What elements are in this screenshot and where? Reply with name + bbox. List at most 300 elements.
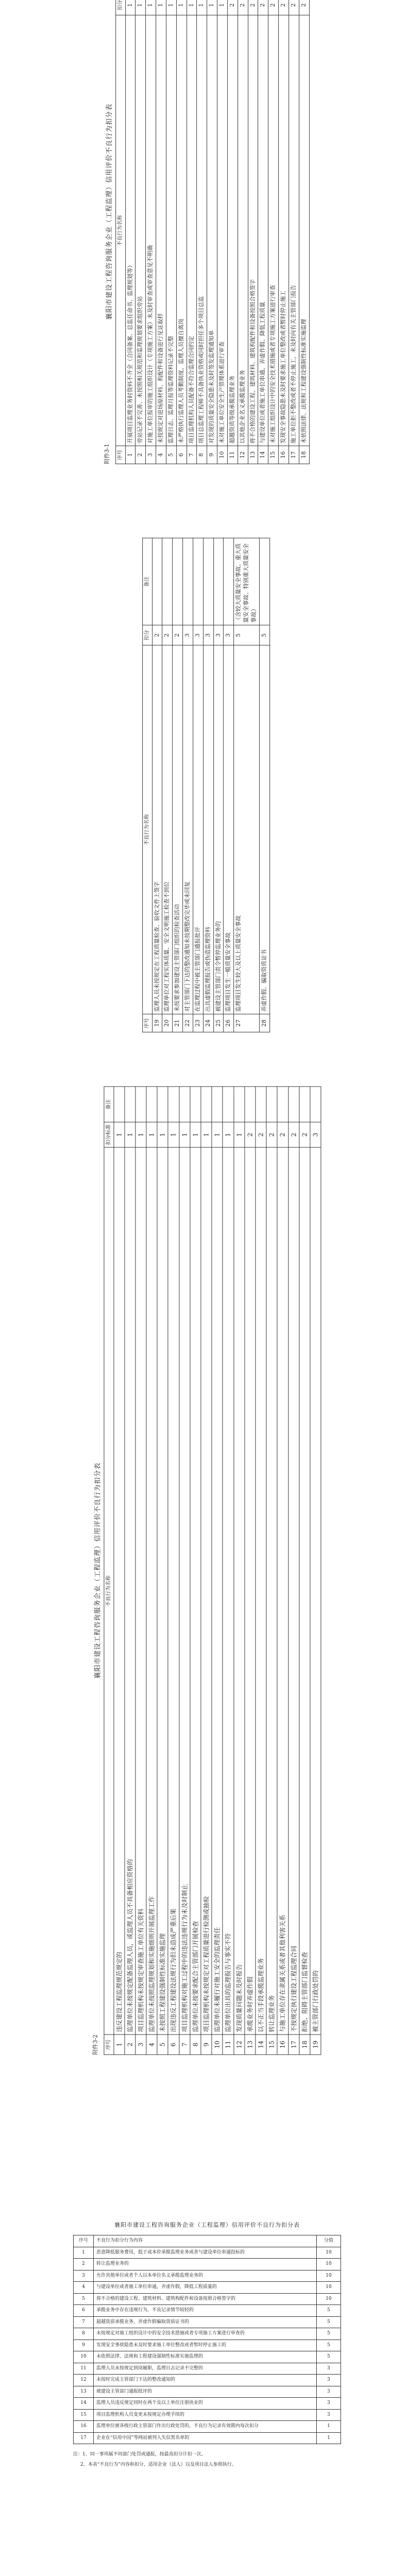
table-row <box>279 0 289 464</box>
table-cell <box>245 1087 255 1122</box>
table-cell <box>201 1087 212 1122</box>
header-cell: 备注 <box>104 1087 114 1122</box>
table-cell: 1 <box>125 446 135 464</box>
table-row <box>228 0 238 464</box>
table-row <box>157 1087 168 2055</box>
table-row <box>74 2351 341 2363</box>
table-cell: 未依照法律、法规和工程建设强制性标准实施监理的 <box>94 2351 317 2363</box>
table-cell <box>223 1087 233 1122</box>
header-cell: 不良行为名称 <box>116 15 126 446</box>
table-cell <box>190 1087 201 1122</box>
page-4 <box>73 2221 341 2471</box>
table-cell: 10 <box>317 2282 341 2294</box>
table-cell: 承揽业务中存在违规行为，不良记录情节较轻的 <box>94 2305 317 2317</box>
table-cell: 对施工单位报审的施工组织设计（专项施工方案）未及时审查或审查意见不明确 <box>146 15 156 446</box>
table-cell: 8 <box>197 446 207 464</box>
table-row <box>217 0 228 464</box>
table-cell <box>299 1087 310 1122</box>
table-cell: 1 <box>190 1122 201 1147</box>
table-cell: 监理人员未按规定在工程质量检查、验收文件上签字 <box>152 645 162 1014</box>
table-cell: 出具虚假监理报告或伪造监理资料 <box>203 645 213 1014</box>
table-row <box>277 1087 288 2055</box>
table-cell <box>234 1087 245 1122</box>
table-cell <box>277 1087 288 1122</box>
table-cell: 5 <box>317 2305 341 2317</box>
table-cell: 10 <box>212 2035 223 2055</box>
table-cell: 2 <box>135 446 146 464</box>
table-cell <box>168 1087 179 1122</box>
table-row <box>74 2421 341 2433</box>
table-cell: 7 <box>74 2316 94 2328</box>
table-cell: 转让监理业务 <box>266 1147 277 2035</box>
table-cell: 1 <box>125 1122 135 1147</box>
table-cell: 10 <box>317 2247 341 2259</box>
table-cell: 5 <box>157 2035 168 2055</box>
page-2 <box>31 543 381 1082</box>
table-cell: 在监理过程中被主管部门通报批评 <box>193 645 203 1014</box>
table-cell: 未对施工单位安全生产管理体系进行审查 <box>217 15 228 446</box>
table-row <box>173 538 183 1032</box>
table-cell: 14 <box>74 2398 94 2410</box>
table-row <box>74 2363 341 2375</box>
table-row <box>152 538 162 1032</box>
table-cell <box>162 538 173 625</box>
table-cell: 2 <box>255 1122 266 1147</box>
table-row <box>212 1087 223 2055</box>
table-row <box>74 2305 341 2317</box>
table-cell: 未按规定对进场原材料、构配件和设备进行见证取样 <box>156 15 166 446</box>
table-row <box>74 2340 341 2351</box>
table-row <box>223 1087 233 2055</box>
table-cell: 1 <box>156 0 166 15</box>
table-cell: 7 <box>186 446 197 464</box>
table-row <box>74 2247 341 2259</box>
table-cell: 26 <box>224 1014 234 1032</box>
header-cell: 序号 <box>143 1014 152 1032</box>
table-cell: 10 <box>317 2293 341 2305</box>
table-row <box>74 2282 341 2294</box>
table-cell: 3 <box>146 446 156 464</box>
table-cell: 17 <box>288 2035 299 2055</box>
table-row <box>176 0 186 464</box>
table-cell: 1 <box>317 2432 341 2444</box>
table-cell: 恶意降低服务费用，低于成本价承揽监理业务或者与建设单位串通投标的 <box>94 2247 317 2259</box>
table-cell: 7 <box>179 2035 190 2055</box>
table-cell: 1 <box>135 1122 146 1147</box>
table-row <box>197 0 207 464</box>
table-cell <box>288 1087 299 1122</box>
table-cell: 1 <box>197 0 207 15</box>
table-cell: 超越资质承揽业务，弄虚作假骗取资质证书的 <box>94 2316 317 2328</box>
table-cell: 1 <box>146 1122 157 1147</box>
table-cell: 10 <box>217 446 228 464</box>
table-row <box>234 1087 245 2055</box>
table-cell: 1 <box>166 0 177 15</box>
table-cell: 15 <box>266 2035 277 2055</box>
table-cell: 24 <box>203 1014 213 1032</box>
table-row <box>74 2409 341 2421</box>
table-cell: 4 <box>74 2282 94 2294</box>
table-row <box>299 0 310 464</box>
table-cell: 监理单位未按要求配合主管部门开展检查 <box>190 1147 201 2035</box>
page-title: 襄阳市建设工程咨询服务企业（工程监理）信用评价不良行为扣分表 <box>94 1462 102 1679</box>
table-row <box>74 2270 341 2282</box>
table-cell: 项目监理机构未按规定审查施工单位有关资料 <box>135 1147 146 2035</box>
table-cell <box>179 1087 190 1122</box>
table-row <box>248 0 258 464</box>
table-row <box>288 1087 299 2055</box>
header-cell: 不良行为名称 <box>104 1147 114 2035</box>
table-row <box>289 0 299 464</box>
table-cell: 15 <box>74 2409 94 2421</box>
table-cell: 17 <box>289 446 299 464</box>
table-cell: 1 <box>146 0 156 15</box>
table-cell: 1 <box>113 1122 124 1147</box>
table-cell: 监理人员未按规定到岗履职，监理日志记录不完整的 <box>94 2363 317 2375</box>
table-row <box>203 538 213 1032</box>
table-cell: 2 <box>152 625 162 645</box>
table-cell: 1 <box>186 0 197 15</box>
table-cell: 被建设主管部门责令暂停监理业务的 <box>213 645 224 1014</box>
table-cell: 5 <box>259 625 269 645</box>
page-title: 襄阳市建设工程咨询服务企业（工程监理）信用评价不良行为扣分表 <box>114 2222 300 2228</box>
table-cell: 监理项目发生一般质量安全事故 <box>224 645 234 1014</box>
table-cell: 10 <box>317 2270 341 2282</box>
table-row <box>166 0 177 464</box>
table-cell: 3 <box>183 625 193 645</box>
table-cell: 对发现的质量安全隐患未及时签发监理通知单 <box>207 15 217 446</box>
table-cell: 3 <box>317 2363 341 2375</box>
table-cell: 1 <box>157 1122 168 1147</box>
table-row <box>168 1087 179 2055</box>
table-cell <box>125 1087 135 1122</box>
table-header <box>143 538 152 1032</box>
table-header <box>74 2235 341 2247</box>
header-cell: 扣分标准 <box>104 1122 114 1147</box>
table-cell: 1 <box>317 2421 341 2433</box>
table-cell: 14 <box>255 2035 266 2055</box>
table-cell: 9 <box>74 2340 94 2351</box>
table-cell: 2 <box>288 1122 299 1147</box>
table-row <box>162 538 173 1032</box>
table-row <box>266 1087 277 2055</box>
table-cell: 2 <box>279 0 289 15</box>
table-cell <box>152 538 162 625</box>
table-cell: 未依照法律、法规和工程建设强制性标准实施监理 <box>299 15 310 446</box>
table-cell: 以不正当手段承揽监理业务 <box>255 1147 266 2035</box>
penalty-table-1 <box>115 0 310 464</box>
table-cell: 1 <box>207 0 217 15</box>
header-cell: 分值 <box>317 2235 341 2247</box>
table-cell: 项目监理机构人员变更未按规定办理手续的 <box>94 2409 317 2421</box>
page-1 <box>31 0 381 541</box>
table-cell: 17 <box>74 2432 94 2444</box>
table-cell <box>203 538 213 625</box>
table-cell <box>310 1087 321 1122</box>
table-cell <box>113 1087 124 1122</box>
table-cell: 11 <box>223 2035 233 2055</box>
table-cell: 3 <box>135 2035 146 2055</box>
table-cell: 转让监理业务的 <box>94 2259 317 2270</box>
table-cell: 1 <box>201 1122 212 1147</box>
table-cell: 3 <box>224 625 234 645</box>
table-row <box>146 1087 157 2055</box>
table-cell: 拒绝、阻碍主管部门监督检查 <box>299 1147 310 2035</box>
header-cell: 备注 <box>143 538 152 625</box>
table-cell: 以其他企业名义承揽监理业务 <box>237 15 248 446</box>
table-row <box>74 2432 341 2444</box>
table-cell: 监理单位未履行对施工安全的监理责任 <box>212 1147 223 2035</box>
page-1-rotated-content <box>103 0 310 464</box>
table-cell <box>266 1087 277 1122</box>
table-cell: 2 <box>173 625 183 645</box>
table-cell <box>183 538 193 625</box>
table-cell: 2 <box>258 0 268 15</box>
penalty-table-2 <box>142 538 270 1032</box>
note-line: 2、本表“不良行为”内容和扣分，适用企业（法人）以及项目法人参照执行。 <box>80 2462 236 2468</box>
table-cell: 10 <box>317 2259 341 2270</box>
table-cell: 1 <box>74 2247 94 2259</box>
attachment-label: 附件3-1 <box>104 444 111 464</box>
header-cell: 序号 <box>116 446 126 464</box>
table-cell: 未按规定对施工组织设计中的安全技术措施或者专项施工方案进行审查的 <box>94 2328 317 2340</box>
table-cell: 与建设单位或者施工单位串通，弄虚作假、降低工程质量 <box>258 15 268 446</box>
table-row <box>74 2398 341 2410</box>
table-cell: 6 <box>74 2305 94 2317</box>
table-cell: 4 <box>146 2035 157 2055</box>
table-row <box>179 1087 190 2055</box>
table-cell: 9 <box>201 2035 212 2055</box>
table-cell: 8 <box>190 2035 201 2055</box>
table-cell: 5 <box>234 625 260 645</box>
table-cell: 超越资质等级承揽监理业务 <box>228 15 238 446</box>
table-row <box>190 1087 201 2055</box>
table-cell: 2 <box>228 0 238 15</box>
table-cell: 16 <box>74 2421 94 2433</box>
table-cell: 5 <box>317 2328 341 2340</box>
table-row <box>213 538 224 1032</box>
table-row <box>146 0 156 464</box>
table-row <box>259 538 269 1032</box>
table-cell: 18 <box>299 2035 310 2055</box>
table-cell: 被建设主管部门通报批评的 <box>94 2386 317 2398</box>
table-cell: 被主管部门行政处罚的 <box>310 1147 321 2035</box>
table-cell: 2 <box>162 625 173 645</box>
table-cell: 旁站记录不完善、未按照相关规范和监理规划要求组织旁站 <box>135 15 146 446</box>
table-cell: 13 <box>248 446 258 464</box>
table-cell: 未严格执行监理人员考勤制度，监理人员擅自离岗 <box>176 15 186 446</box>
table-cell: 监理单位未按规定配备监理人员，或监理人员不具备相应资格的 <box>125 1147 135 2035</box>
table-row <box>255 1087 266 2055</box>
table-cell: 出现违反工程建设法规行为但未造成严重后果 <box>168 1147 179 2035</box>
table-cell: 2 <box>248 0 258 15</box>
table-cell: 发现质量问题未及时报告 <box>234 1147 245 2035</box>
table-cell: 将不合格的建设工程、建筑材料、建筑构配件和设备按照合格签字 <box>248 15 258 446</box>
notes <box>73 2450 341 2469</box>
table-cell: 项目监理机构未按规定对工程质量进行检测或抽检 <box>201 1147 212 2035</box>
page-3 <box>31 1099 381 2112</box>
table-cell <box>157 1087 168 1122</box>
table-cell: 承揽业务时弄虚作假 <box>245 1147 255 2035</box>
table-cell: 发现安全事故隐患未及时要求施工单位整改或者暂时停止施工 <box>279 15 289 446</box>
header-cell: 序号 <box>104 2035 114 2055</box>
table-cell: 允许其他单位或者个人以本单位名义承揽监理业务的 <box>94 2270 317 2282</box>
table-cell: 2 <box>266 1122 277 1147</box>
attachment-label: 附件3-2 <box>92 2034 99 2055</box>
table-cell: 项目监理机构对施工过程中的违法违规行为未及时制止 <box>179 1147 190 2035</box>
table-cell: 3 <box>317 2409 341 2421</box>
table-cell: 监理项目发生较大及以上质量安全事故 <box>234 645 260 1014</box>
table-cell: 2 <box>237 0 248 15</box>
table-cell: 3 <box>317 2375 341 2386</box>
table-cell <box>135 1087 146 1122</box>
header-cell: 扣分 <box>143 625 152 645</box>
table-cell: 5 <box>166 446 177 464</box>
table-cell: 25 <box>213 1014 224 1032</box>
table-cell: 3 <box>310 1122 321 1147</box>
table-cell: 6 <box>176 446 186 464</box>
table-cell: 2 <box>268 0 279 15</box>
table-cell: 21 <box>173 1014 183 1032</box>
table-cell: 1 <box>212 1122 223 1147</box>
table-row <box>268 0 279 464</box>
table-row <box>224 538 234 1032</box>
table-cell: 2 <box>245 1122 255 1147</box>
table-cell: 28 <box>259 1014 269 1032</box>
page-title: 襄阳市建设工程咨询服务企业（工程监理）信用评价不良行为扣分表 <box>106 103 114 320</box>
table-cell <box>193 538 203 625</box>
table-row <box>125 0 135 464</box>
page-3-rotated-content <box>91 1087 321 2055</box>
table-cell: 与施工单位存在隶属关系或者其他利害关系 <box>277 1147 288 2035</box>
table-cell: 1 <box>223 1122 233 1147</box>
table-cell: 3 <box>317 2398 341 2410</box>
penalty-table-3 <box>104 1087 321 2055</box>
table-row <box>258 0 268 464</box>
table-header <box>116 0 126 464</box>
header-cell: 不良行为名称 <box>143 645 152 1014</box>
table-cell: 23 <box>193 1014 203 1032</box>
table-cell: 5 <box>74 2293 94 2305</box>
table-row <box>201 1087 212 2055</box>
table-cell <box>224 538 234 625</box>
table-cell: 监理日志、监理月报等监理资料记录不完整 <box>166 15 177 446</box>
page-2-rotated-content <box>142 538 270 1032</box>
table-cell: 4 <box>156 446 166 464</box>
table-cell: 20 <box>162 1014 173 1032</box>
table-row <box>234 538 260 1032</box>
table-cell: 3 <box>193 625 203 645</box>
table-cell <box>173 538 183 625</box>
table-row <box>125 1087 135 2055</box>
table-cell: 16 <box>277 2035 288 2055</box>
table-cell <box>255 1087 266 1122</box>
table-cell <box>146 1087 157 1122</box>
table-cell: 1 <box>113 2035 124 2055</box>
table-row <box>237 0 248 464</box>
table-cell: 3 <box>317 2386 341 2398</box>
table-row <box>74 2259 341 2270</box>
table-cell: 未按照工程建设强制性标准实施监理 <box>157 1147 168 2035</box>
table-cell: 2 <box>74 2259 94 2270</box>
table-row <box>193 538 203 1032</box>
table-cell: 22 <box>183 1014 193 1032</box>
table-cell: 10 <box>74 2351 94 2363</box>
table-cell: 2 <box>299 1122 310 1147</box>
table-cell: 违反建设工程监理规范规定的 <box>113 1147 124 2035</box>
table-cell: 不按规定执行建设工程监理合同 <box>288 1147 299 2035</box>
table-cell: 15 <box>268 446 279 464</box>
table-cell: 项目总监理工程师不具备执业资格或同时担任多个项目总监 <box>197 15 207 446</box>
table-cell <box>212 1087 223 1122</box>
table-cell: 2 <box>125 2035 135 2055</box>
table-cell: 5 <box>317 2340 341 2351</box>
header-cell: 不良行为扣分行为内容 <box>94 2235 317 2247</box>
table-cell: 3 <box>203 625 213 645</box>
table-row <box>183 538 193 1032</box>
table-cell: 5 <box>317 2316 341 2328</box>
table-cell: 9 <box>207 446 217 464</box>
table-cell: 12 <box>237 446 248 464</box>
table-cell: 对主管部门下达的整改通知未按期整改完毕或未回复 <box>183 645 193 1014</box>
table-cell: 未对施工组织设计中的安全技术措施或者专项施工方案进行审查 <box>268 15 279 446</box>
table-cell: 未按要求参加建设主管部门组织的检查活动 <box>173 645 183 1014</box>
table-row <box>245 1087 255 2055</box>
table-cell: 5 <box>317 2351 341 2363</box>
table-cell: 弄虚作假、骗取资质证书 <box>259 645 269 1014</box>
table-cell: 27 <box>234 1014 260 1032</box>
table-cell: 2 <box>289 0 299 15</box>
table-cell: 未按时完成主管部门下达的整改通知的 <box>94 2375 317 2386</box>
table-cell: 11 <box>74 2363 94 2375</box>
table-cell: 将不合格的建设工程、建筑材料、建筑构配件和设备按照合格签字的 <box>94 2293 317 2305</box>
table-row <box>74 2375 341 2386</box>
table-row <box>135 0 146 464</box>
table-cell: 16 <box>279 446 289 464</box>
table-cell: 1 <box>168 1122 179 1147</box>
table-cell: 13 <box>245 2035 255 2055</box>
table-cell: 1 <box>217 0 228 15</box>
table-row <box>156 0 166 464</box>
table-cell: 11 <box>228 446 238 464</box>
table-cell: 2 <box>277 1122 288 1147</box>
table-cell: 1 <box>176 0 186 15</box>
table-cell: 监理人员违反规定同时在两个及以上单位注册执业的 <box>94 2398 317 2410</box>
table-row <box>299 1087 310 2055</box>
table-row <box>135 1087 146 2055</box>
table-cell: 8 <box>74 2328 94 2340</box>
table-cell <box>259 538 269 625</box>
table-cell: 12 <box>234 2035 245 2055</box>
table-row <box>113 1087 124 2055</box>
penalty-table-4 <box>73 2235 341 2444</box>
table-cell: 发现安全事故隐患未及时要求施工单位整改或者暂时停止施工的 <box>94 2340 317 2351</box>
table-cell: 18 <box>299 446 310 464</box>
table-cell: 开展项目监理业务时资料不齐全（合同备案、总监任命书、监理规划等） <box>125 15 135 446</box>
table-cell: 监理单位对工程实体质量、安全文明施工检查不到位 <box>162 645 173 1014</box>
table-cell: 1 <box>179 1122 190 1147</box>
table-cell: 1 <box>125 0 135 15</box>
header-cell: 序号 <box>74 2235 94 2247</box>
table-cell: 监理单位未按照监理规划和实施细则开展监理工作 <box>146 1147 157 2035</box>
table-cell: 与建设单位或者施工单位串通，弄虚作假，降低工程质量的 <box>94 2282 317 2294</box>
table-cell: 施工单位拒不整改或者不停止施工，未及时向有关主管部门报告 <box>289 15 299 446</box>
table-cell: 监理单位出具的监理报告与事实不符 <box>223 1147 233 2035</box>
table-cell: 企业在“信用中国”等网站被列入失信黑名单的 <box>94 2432 317 2444</box>
table-cell: 6 <box>168 2035 179 2055</box>
table-header <box>104 1087 114 2055</box>
table-cell: 3 <box>74 2270 94 2282</box>
